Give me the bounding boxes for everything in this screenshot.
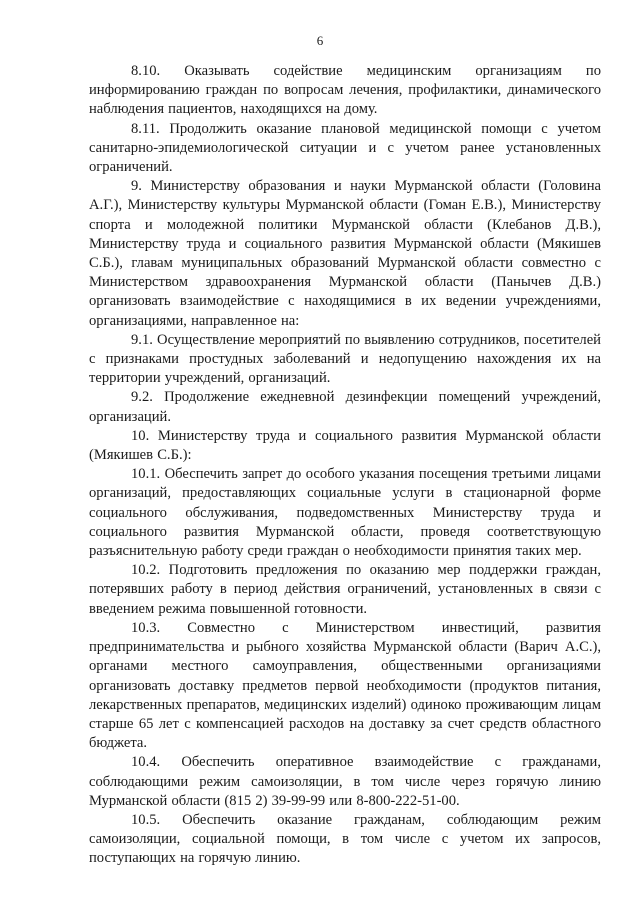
paragraph-9-1: 9.1. Осуществление мероприятий по выявлению сотрудников, посетителей с признаками простудных заболеваний и недопущению нахождения их на территории учреждений, организаций. <box>89 331 601 387</box>
paragraph-10: 10. Министерству труда и социального развития Мурманской области (Мякишев С.Б.): <box>89 427 601 464</box>
paragraph-10-2: 10.2. Подготовить предложения по оказанию мер поддержки граждан, потерявших работу в период действия ограничений, установленных в связи с введением режима повышенной готовности. <box>89 562 601 617</box>
paragraph-8-11: 8.11. Продолжить оказание плановой медицинской помощи с учетом санитарно-эпидемиологической ситуации и с учетом ранее установленных ограничений. <box>89 120 601 176</box>
paragraph-10-1: 10.1. Обеспечить запрет до особого указания посещения третьими лицами организаций, предоставляющих социальные услуги в стационарной форме социального обслуживания, подведомственных Министерству труда и социального развития Мурманской области, проведя соответствующую разъяснительную работу среди граждан о необходимости принятия таких мер. <box>89 466 601 560</box>
document-body <box>89 62 601 869</box>
paragraph-10-3: 10.3. Совместно с Министерством инвестиций, развития предпринимательства и рыбного хозяйства Мурманской области (Варич А.С.), органами местного самоуправления, общественными организациями организовать доставку предметов первой необходимости (продуктов питания, лекарственных препаратов, медицинских изделий) одиноко проживающим лицам старше 65 лет с компенсацией расходов на доставку за счет средств областного бюджета. <box>89 619 601 752</box>
paragraph-10-5: 10.5. Обеспечить оказание гражданам, соблюдающим режим самоизоляции, социальной помощи, в том числе с учетом их запросов, поступающих на горячую линию. <box>89 811 601 867</box>
page-number: 6 <box>316 33 324 48</box>
paragraph-9: 9. Министерству образования и науки Мурманской области (Головина А.Г.), Министерству культуры Мурманской области (Гоман Е.В.), Министерству спорта и молодежной политики Мурманской области (Клебанов Д.В.), Министерству труда и социального развития Мурманской области (Мякишев С.Б.), главам муниципальных образований Мурманской области совместно с Министерством здравоохранения Мурманской области (Панычев Д.В.) организовать взаимодействие с находящимися в их ведении учреждениями, организациями, направленное на: <box>89 178 601 329</box>
paragraph-10-4: 10.4. Обеспечить оперативное взаимодействие с гражданами, соблюдающими режим самоизоляции, в том числе через горячую линию Мурманской области (815 2) 39-99-99 или 8-800-222-51-00. <box>89 754 601 809</box>
paragraph-9-2: 9.2. Продолжение ежедневной дезинфекции помещений учреждений, организаций. <box>89 389 601 425</box>
paragraph-8-10: 8.10. Оказывать содействие медицинским организациям по информированию граждан по вопросам лечения, профилактики, динамического наблюдения пациентов, находящихся на дому. <box>89 63 601 118</box>
